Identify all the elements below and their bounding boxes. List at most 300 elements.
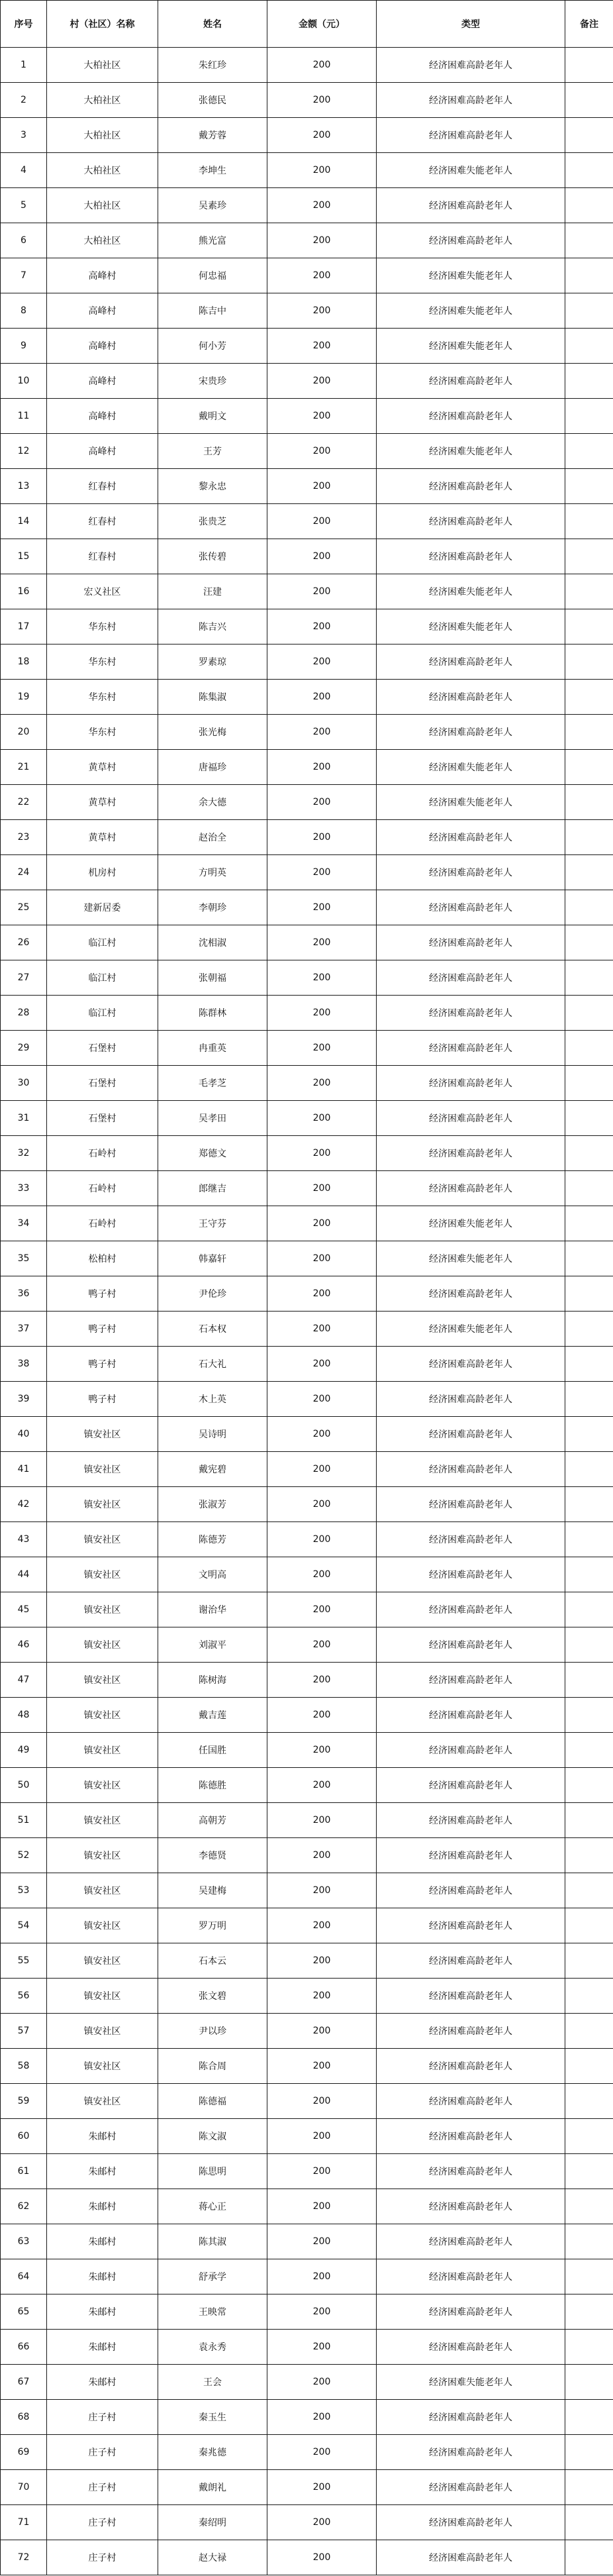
cell-index: 8	[1, 293, 47, 329]
cell-amount: 200	[267, 2119, 377, 2154]
cell-amount: 200	[267, 1312, 377, 1347]
cell-remark	[565, 1241, 613, 1276]
cell-village: 红春村	[47, 504, 158, 539]
cell-village: 石堡村	[47, 1031, 158, 1066]
cell-amount: 200	[267, 1382, 377, 1417]
cell-village: 镇安社区	[47, 1663, 158, 1698]
cell-amount: 200	[267, 434, 377, 469]
cell-type: 经济困难高龄老年人	[377, 539, 565, 574]
cell-amount: 200	[267, 1979, 377, 2014]
cell-index: 67	[1, 2365, 47, 2400]
cell-name: 陈德芳	[158, 1522, 267, 1557]
cell-village: 高峰村	[47, 434, 158, 469]
cell-name: 何小芳	[158, 329, 267, 364]
cell-name: 吴建梅	[158, 1873, 267, 1908]
cell-village: 机房村	[47, 855, 158, 890]
cell-type: 经济困难失能老年人	[377, 609, 565, 644]
cell-type: 经济困难高龄老年人	[377, 1347, 565, 1382]
cell-remark	[565, 996, 613, 1031]
table-row	[1, 118, 613, 153]
cell-amount: 200	[267, 1768, 377, 1803]
cell-name: 戴宪碧	[158, 1452, 267, 1487]
cell-name: 罗万明	[158, 1908, 267, 1943]
cell-remark	[565, 1838, 613, 1873]
cell-amount: 200	[267, 118, 377, 153]
cell-name: 蒋心正	[158, 2189, 267, 2224]
cell-remark	[565, 223, 613, 258]
cell-index: 29	[1, 1031, 47, 1066]
cell-index: 51	[1, 1803, 47, 1838]
cell-remark	[565, 2330, 613, 2365]
cell-village: 红春村	[47, 539, 158, 574]
cell-name: 何忠福	[158, 258, 267, 293]
cell-amount: 200	[267, 750, 377, 785]
cell-index: 25	[1, 890, 47, 925]
cell-remark	[565, 2400, 613, 2435]
cell-index: 16	[1, 574, 47, 609]
cell-index: 60	[1, 2119, 47, 2154]
cell-name: 秦兆德	[158, 2435, 267, 2470]
cell-name: 方明英	[158, 855, 267, 890]
cell-remark	[565, 1979, 613, 2014]
cell-index: 66	[1, 2330, 47, 2365]
cell-remark	[565, 329, 613, 364]
cell-name: 陈吉兴	[158, 609, 267, 644]
table-row	[1, 1347, 613, 1382]
cell-name: 陈合周	[158, 2049, 267, 2084]
cell-village: 鸭子村	[47, 1347, 158, 1382]
cell-index: 65	[1, 2294, 47, 2330]
cell-type: 经济困难高龄老年人	[377, 48, 565, 83]
cell-type: 经济困难高龄老年人	[377, 1522, 565, 1557]
cell-index: 35	[1, 1241, 47, 1276]
cell-amount: 200	[267, 1873, 377, 1908]
cell-index: 64	[1, 2259, 47, 2294]
cell-amount: 200	[267, 1417, 377, 1452]
table-row	[1, 2435, 613, 2470]
cell-name: 陈树海	[158, 1663, 267, 1698]
table-row	[1, 1733, 613, 1768]
cell-index: 59	[1, 2084, 47, 2119]
cell-name: 张淑芳	[158, 1487, 267, 1522]
cell-amount: 200	[267, 2435, 377, 2470]
cell-name: 张贵芝	[158, 504, 267, 539]
cell-type: 经济困难高龄老年人	[377, 1452, 565, 1487]
table-row	[1, 925, 613, 960]
cell-amount: 200	[267, 258, 377, 293]
cell-index: 22	[1, 785, 47, 820]
cell-index: 13	[1, 469, 47, 504]
table-row	[1, 2189, 613, 2224]
cell-type: 经济困难高龄老年人	[377, 2540, 565, 2575]
cell-type: 经济困难高龄老年人	[377, 2014, 565, 2049]
cell-type: 经济困难失能老年人	[377, 293, 565, 329]
cell-village: 大柏社区	[47, 153, 158, 188]
cell-village: 庄子村	[47, 2540, 158, 2575]
table-row	[1, 1803, 613, 1838]
cell-name: 朱红珍	[158, 48, 267, 83]
cell-name: 张光梅	[158, 715, 267, 750]
cell-type: 经济困难高龄老年人	[377, 715, 565, 750]
cell-amount: 200	[267, 2365, 377, 2400]
cell-type: 经济困难高龄老年人	[377, 188, 565, 223]
table-row	[1, 1908, 613, 1943]
cell-amount: 200	[267, 2330, 377, 2365]
table-row	[1, 996, 613, 1031]
cell-remark	[565, 925, 613, 960]
cell-amount: 200	[267, 1663, 377, 1698]
cell-village: 大柏社区	[47, 83, 158, 118]
cell-village: 庄子村	[47, 2470, 158, 2505]
cell-village: 石堡村	[47, 1101, 158, 1136]
cell-index: 31	[1, 1101, 47, 1136]
cell-type: 经济困难高龄老年人	[377, 2224, 565, 2259]
cell-remark	[565, 399, 613, 434]
table-row	[1, 1031, 613, 1066]
header-row	[1, 1, 613, 48]
cell-type: 经济困难高龄老年人	[377, 1592, 565, 1627]
cell-amount: 200	[267, 399, 377, 434]
cell-index: 20	[1, 715, 47, 750]
cell-name: 王会	[158, 2365, 267, 2400]
cell-amount: 200	[267, 785, 377, 820]
cell-village: 镇安社区	[47, 2049, 158, 2084]
cell-village: 临江村	[47, 996, 158, 1031]
table-row	[1, 1276, 613, 1312]
cell-remark	[565, 855, 613, 890]
table-row	[1, 504, 613, 539]
cell-index: 37	[1, 1312, 47, 1347]
cell-remark	[565, 1627, 613, 1663]
cell-amount: 200	[267, 1803, 377, 1838]
cell-village: 华东村	[47, 715, 158, 750]
cell-village: 石岭村	[47, 1206, 158, 1241]
cell-type: 经济困难高龄老年人	[377, 1101, 565, 1136]
cell-index: 23	[1, 820, 47, 855]
cell-type: 经济困难失能老年人	[377, 1241, 565, 1276]
cell-type: 经济困难高龄老年人	[377, 1698, 565, 1733]
cell-village: 朱邮村	[47, 2189, 158, 2224]
cell-remark	[565, 1943, 613, 1979]
cell-index: 27	[1, 960, 47, 996]
cell-amount: 200	[267, 83, 377, 118]
cell-village: 朱邮村	[47, 2259, 158, 2294]
cell-name: 汪建	[158, 574, 267, 609]
cell-name: 石本云	[158, 1943, 267, 1979]
table-header	[1, 1, 613, 48]
table-row	[1, 258, 613, 293]
cell-remark	[565, 1768, 613, 1803]
cell-type: 经济困难高龄老年人	[377, 364, 565, 399]
cell-remark	[565, 2294, 613, 2330]
cell-name: 王守芬	[158, 1206, 267, 1241]
cell-amount: 200	[267, 1276, 377, 1312]
cell-remark	[565, 118, 613, 153]
cell-amount: 200	[267, 153, 377, 188]
cell-amount: 200	[267, 188, 377, 223]
cell-remark	[565, 258, 613, 293]
cell-name: 陈吉中	[158, 293, 267, 329]
cell-type: 经济困难失能老年人	[377, 329, 565, 364]
cell-index: 5	[1, 188, 47, 223]
cell-type: 经济困难高龄老年人	[377, 2435, 565, 2470]
cell-village: 镇安社区	[47, 1979, 158, 2014]
cell-amount: 200	[267, 996, 377, 1031]
cell-index: 72	[1, 2540, 47, 2575]
cell-village: 高峰村	[47, 399, 158, 434]
cell-village: 朱邮村	[47, 2154, 158, 2189]
cell-remark	[565, 2435, 613, 2470]
cell-type: 经济困难高龄老年人	[377, 1066, 565, 1101]
cell-index: 56	[1, 1979, 47, 2014]
cell-village: 朱邮村	[47, 2119, 158, 2154]
table-row	[1, 785, 613, 820]
cell-amount: 200	[267, 1838, 377, 1873]
cell-village: 大柏社区	[47, 118, 158, 153]
cell-village: 朱邮村	[47, 2365, 158, 2400]
cell-index: 14	[1, 504, 47, 539]
cell-village: 镇安社区	[47, 1908, 158, 1943]
cell-type: 经济困难高龄老年人	[377, 83, 565, 118]
table-row	[1, 1487, 613, 1522]
cell-index: 11	[1, 399, 47, 434]
cell-amount: 200	[267, 1698, 377, 1733]
cell-name: 舒承学	[158, 2259, 267, 2294]
cell-index: 48	[1, 1698, 47, 1733]
table-row	[1, 820, 613, 855]
cell-type: 经济困难高龄老年人	[377, 890, 565, 925]
header-index: 序号	[1, 1, 47, 48]
cell-remark	[565, 469, 613, 504]
cell-type: 经济困难高龄老年人	[377, 1487, 565, 1522]
table-row	[1, 2330, 613, 2365]
table-row	[1, 153, 613, 188]
cell-remark	[565, 2470, 613, 2505]
cell-name: 陈文淑	[158, 2119, 267, 2154]
cell-village: 镇安社区	[47, 1943, 158, 1979]
cell-index: 47	[1, 1663, 47, 1698]
cell-name: 郑德文	[158, 1136, 267, 1171]
cell-remark	[565, 785, 613, 820]
cell-amount: 200	[267, 1522, 377, 1557]
cell-amount: 200	[267, 680, 377, 715]
cell-remark	[565, 1592, 613, 1627]
table-row	[1, 2119, 613, 2154]
cell-village: 石岭村	[47, 1171, 158, 1206]
cell-index: 45	[1, 1592, 47, 1627]
cell-type: 经济困难高龄老年人	[377, 469, 565, 504]
cell-index: 57	[1, 2014, 47, 2049]
cell-village: 鸭子村	[47, 1276, 158, 1312]
cell-name: 李德贤	[158, 1838, 267, 1873]
cell-village: 高峰村	[47, 293, 158, 329]
cell-village: 朱邮村	[47, 2330, 158, 2365]
cell-village: 松柏村	[47, 1241, 158, 1276]
cell-amount: 200	[267, 960, 377, 996]
cell-type: 经济困难高龄老年人	[377, 1417, 565, 1452]
cell-type: 经济困难高龄老年人	[377, 2084, 565, 2119]
cell-remark	[565, 153, 613, 188]
cell-index: 12	[1, 434, 47, 469]
cell-remark	[565, 2540, 613, 2575]
cell-type: 经济困难失能老年人	[377, 1206, 565, 1241]
cell-remark	[565, 750, 613, 785]
cell-remark	[565, 1557, 613, 1592]
header-name: 姓名	[158, 1, 267, 48]
cell-remark	[565, 1136, 613, 1171]
cell-remark	[565, 1522, 613, 1557]
cell-village: 鸭子村	[47, 1312, 158, 1347]
table-row	[1, 1171, 613, 1206]
cell-name: 沈相淑	[158, 925, 267, 960]
table-row	[1, 188, 613, 223]
cell-index: 40	[1, 1417, 47, 1452]
cell-remark	[565, 434, 613, 469]
cell-remark	[565, 820, 613, 855]
cell-type: 经济困难高龄老年人	[377, 2189, 565, 2224]
cell-amount: 200	[267, 1557, 377, 1592]
cell-index: 2	[1, 83, 47, 118]
cell-index: 44	[1, 1557, 47, 1592]
cell-name: 木上英	[158, 1382, 267, 1417]
cell-remark	[565, 1066, 613, 1101]
cell-index: 4	[1, 153, 47, 188]
cell-index: 41	[1, 1452, 47, 1487]
cell-name: 李坤生	[158, 153, 267, 188]
cell-village: 镇安社区	[47, 1522, 158, 1557]
cell-name: 罗素琼	[158, 644, 267, 680]
cell-remark	[565, 1663, 613, 1698]
cell-remark	[565, 2154, 613, 2189]
cell-amount: 200	[267, 1452, 377, 1487]
cell-village: 红春村	[47, 469, 158, 504]
cell-index: 24	[1, 855, 47, 890]
table-row	[1, 1101, 613, 1136]
cell-village: 大柏社区	[47, 48, 158, 83]
cell-village: 临江村	[47, 960, 158, 996]
cell-name: 尹伦珍	[158, 1276, 267, 1312]
cell-index: 18	[1, 644, 47, 680]
cell-name: 戴明文	[158, 399, 267, 434]
cell-remark	[565, 1873, 613, 1908]
cell-name: 陈德胜	[158, 1768, 267, 1803]
cell-village: 华东村	[47, 609, 158, 644]
cell-type: 经济困难高龄老年人	[377, 2505, 565, 2540]
cell-index: 10	[1, 364, 47, 399]
cell-amount: 200	[267, 609, 377, 644]
cell-type: 经济困难高龄老年人	[377, 820, 565, 855]
cell-type: 经济困难高龄老年人	[377, 1557, 565, 1592]
cell-name: 张文碧	[158, 1979, 267, 2014]
cell-amount: 200	[267, 1487, 377, 1522]
header-amount: 金额（元）	[267, 1, 377, 48]
table-row	[1, 855, 613, 890]
cell-remark	[565, 83, 613, 118]
cell-index: 32	[1, 1136, 47, 1171]
cell-remark	[565, 715, 613, 750]
cell-remark	[565, 504, 613, 539]
cell-index: 49	[1, 1733, 47, 1768]
cell-remark	[565, 1803, 613, 1838]
cell-village: 镇安社区	[47, 1452, 158, 1487]
table-row	[1, 364, 613, 399]
cell-amount: 200	[267, 925, 377, 960]
cell-name: 宋贵珍	[158, 364, 267, 399]
cell-name: 赵大禄	[158, 2540, 267, 2575]
cell-remark	[565, 680, 613, 715]
cell-name: 熊光富	[158, 223, 267, 258]
table-row	[1, 539, 613, 574]
cell-amount: 200	[267, 855, 377, 890]
cell-type: 经济困难高龄老年人	[377, 1171, 565, 1206]
cell-remark	[565, 364, 613, 399]
cell-type: 经济困难高龄老年人	[377, 1663, 565, 1698]
header-type: 类型	[377, 1, 565, 48]
cell-village: 镇安社区	[47, 1838, 158, 1873]
cell-name: 陈集淑	[158, 680, 267, 715]
cell-index: 52	[1, 1838, 47, 1873]
cell-remark	[565, 1276, 613, 1312]
cell-village: 建新居委	[47, 890, 158, 925]
table-row	[1, 644, 613, 680]
cell-type: 经济困难高龄老年人	[377, 2400, 565, 2435]
cell-village: 镇安社区	[47, 1487, 158, 1522]
table-row	[1, 750, 613, 785]
table-row	[1, 1241, 613, 1276]
cell-name: 郎继吉	[158, 1171, 267, 1206]
cell-amount: 200	[267, 1733, 377, 1768]
cell-amount: 200	[267, 1171, 377, 1206]
cell-village: 庄子村	[47, 2435, 158, 2470]
cell-village: 镇安社区	[47, 2084, 158, 2119]
table-body	[1, 48, 613, 2575]
table-row	[1, 1627, 613, 1663]
cell-type: 经济困难高龄老年人	[377, 2330, 565, 2365]
table-row	[1, 2259, 613, 2294]
cell-index: 6	[1, 223, 47, 258]
cell-amount: 200	[267, 2154, 377, 2189]
cell-index: 21	[1, 750, 47, 785]
cell-village: 朱邮村	[47, 2224, 158, 2259]
cell-village: 朱邮村	[47, 2294, 158, 2330]
cell-amount: 200	[267, 364, 377, 399]
cell-index: 68	[1, 2400, 47, 2435]
cell-remark	[565, 2014, 613, 2049]
cell-type: 经济困难高龄老年人	[377, 2119, 565, 2154]
cell-type: 经济困难失能老年人	[377, 434, 565, 469]
cell-type: 经济困难高龄老年人	[377, 2470, 565, 2505]
cell-name: 陈德福	[158, 2084, 267, 2119]
table-row	[1, 2049, 613, 2084]
cell-name: 陈其淑	[158, 2224, 267, 2259]
cell-amount: 200	[267, 1627, 377, 1663]
cell-village: 高峰村	[47, 364, 158, 399]
cell-village: 临江村	[47, 925, 158, 960]
cell-village: 大柏社区	[47, 188, 158, 223]
cell-type: 经济困难高龄老年人	[377, 1733, 565, 1768]
table-row	[1, 1979, 613, 2014]
cell-amount: 200	[267, 2505, 377, 2540]
cell-village: 镇安社区	[47, 1557, 158, 1592]
table-row	[1, 1768, 613, 1803]
table-row	[1, 469, 613, 504]
cell-type: 经济困难失能老年人	[377, 258, 565, 293]
cell-village: 华东村	[47, 644, 158, 680]
cell-index: 58	[1, 2049, 47, 2084]
cell-index: 28	[1, 996, 47, 1031]
cell-village: 黄草村	[47, 785, 158, 820]
cell-name: 毛孝芝	[158, 1066, 267, 1101]
